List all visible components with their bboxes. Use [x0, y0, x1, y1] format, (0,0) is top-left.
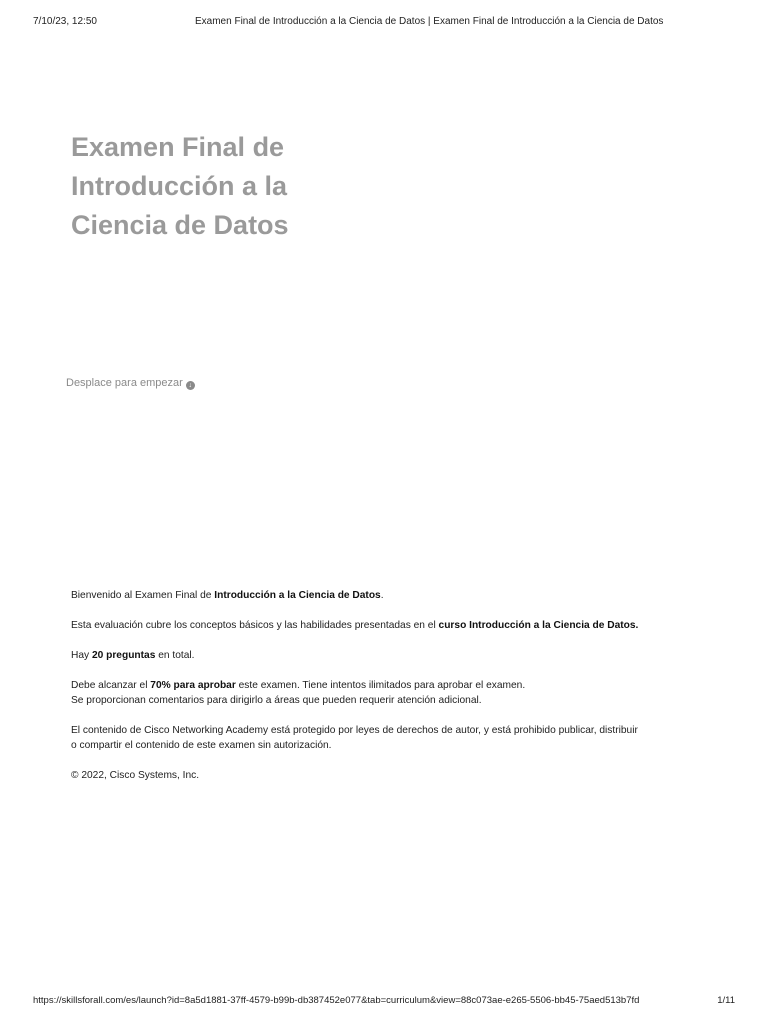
print-date: 7/10/23, 12:50 [33, 16, 97, 27]
print-url: https://skillsforall.com/es/launch?id=8a5d1881-37ff-4579-b99b-db387452e077&tab=curriculum&view=88c073ae-e265-5506-bb45-75aed513b7fd [33, 995, 640, 1006]
copyright-notice-paragraph [71, 723, 701, 753]
passing-score: 70% para aprobar [150, 680, 236, 691]
course-reference: curso Introducción a la Ciencia de Datos. [438, 620, 639, 631]
copyright-text: © 2022, Cisco Systems, Inc. [71, 770, 200, 781]
scroll-to-start-link[interactable] [66, 377, 195, 390]
passing-text: Debe alcanzar el [71, 680, 151, 691]
scroll-to-start-label: Desplace para empezar [66, 377, 183, 389]
coverage-paragraph [71, 618, 701, 633]
arrow-down-circle-icon: ↓ [186, 381, 195, 390]
course-name: Introducción a la Ciencia de Datos [214, 590, 381, 601]
page-title [71, 128, 351, 245]
question-count: 20 preguntas [91, 650, 156, 661]
welcome-text-end: . [380, 590, 384, 601]
print-document-title: Examen Final de Introducción a la Ciencia de Datos | Examen Final de Introducción a la Ciencia de Datos [195, 16, 664, 27]
feedback-text: Se proporcionan comentarios para dirigirlo a áreas que pueden requerir atención adicional. [71, 695, 482, 706]
question-count-paragraph [71, 648, 701, 663]
intro-section [71, 588, 701, 798]
page-title-line: Introducción a la [71, 171, 288, 201]
print-footer [33, 995, 735, 1009]
print-header [33, 16, 735, 30]
coverage-text: Esta evaluación cubre los conceptos básicos y las habilidades presentadas en el [71, 620, 439, 631]
welcome-paragraph [71, 588, 701, 603]
welcome-text: Bienvenido al Examen Final de [71, 590, 215, 601]
page-title-line: Ciencia de Datos [71, 210, 289, 240]
passing-text-end: este examen. Tiene intentos ilimitados para aprobar el examen. [235, 680, 526, 691]
page-title-line: Examen Final de [71, 132, 285, 162]
copyright-paragraph [71, 768, 701, 783]
question-count-text: Hay [71, 650, 92, 661]
copyright-notice-line: o compartir el contenido de este examen sin autorización. [71, 740, 332, 751]
question-count-text-end: en total. [155, 650, 195, 661]
page-number: 1/11 [717, 995, 735, 1006]
passing-paragraph [71, 678, 701, 708]
copyright-notice-line: El contenido de Cisco Networking Academy está protegido por leyes de derechos de autor, y está prohibido publicar, distribuir [71, 725, 638, 736]
